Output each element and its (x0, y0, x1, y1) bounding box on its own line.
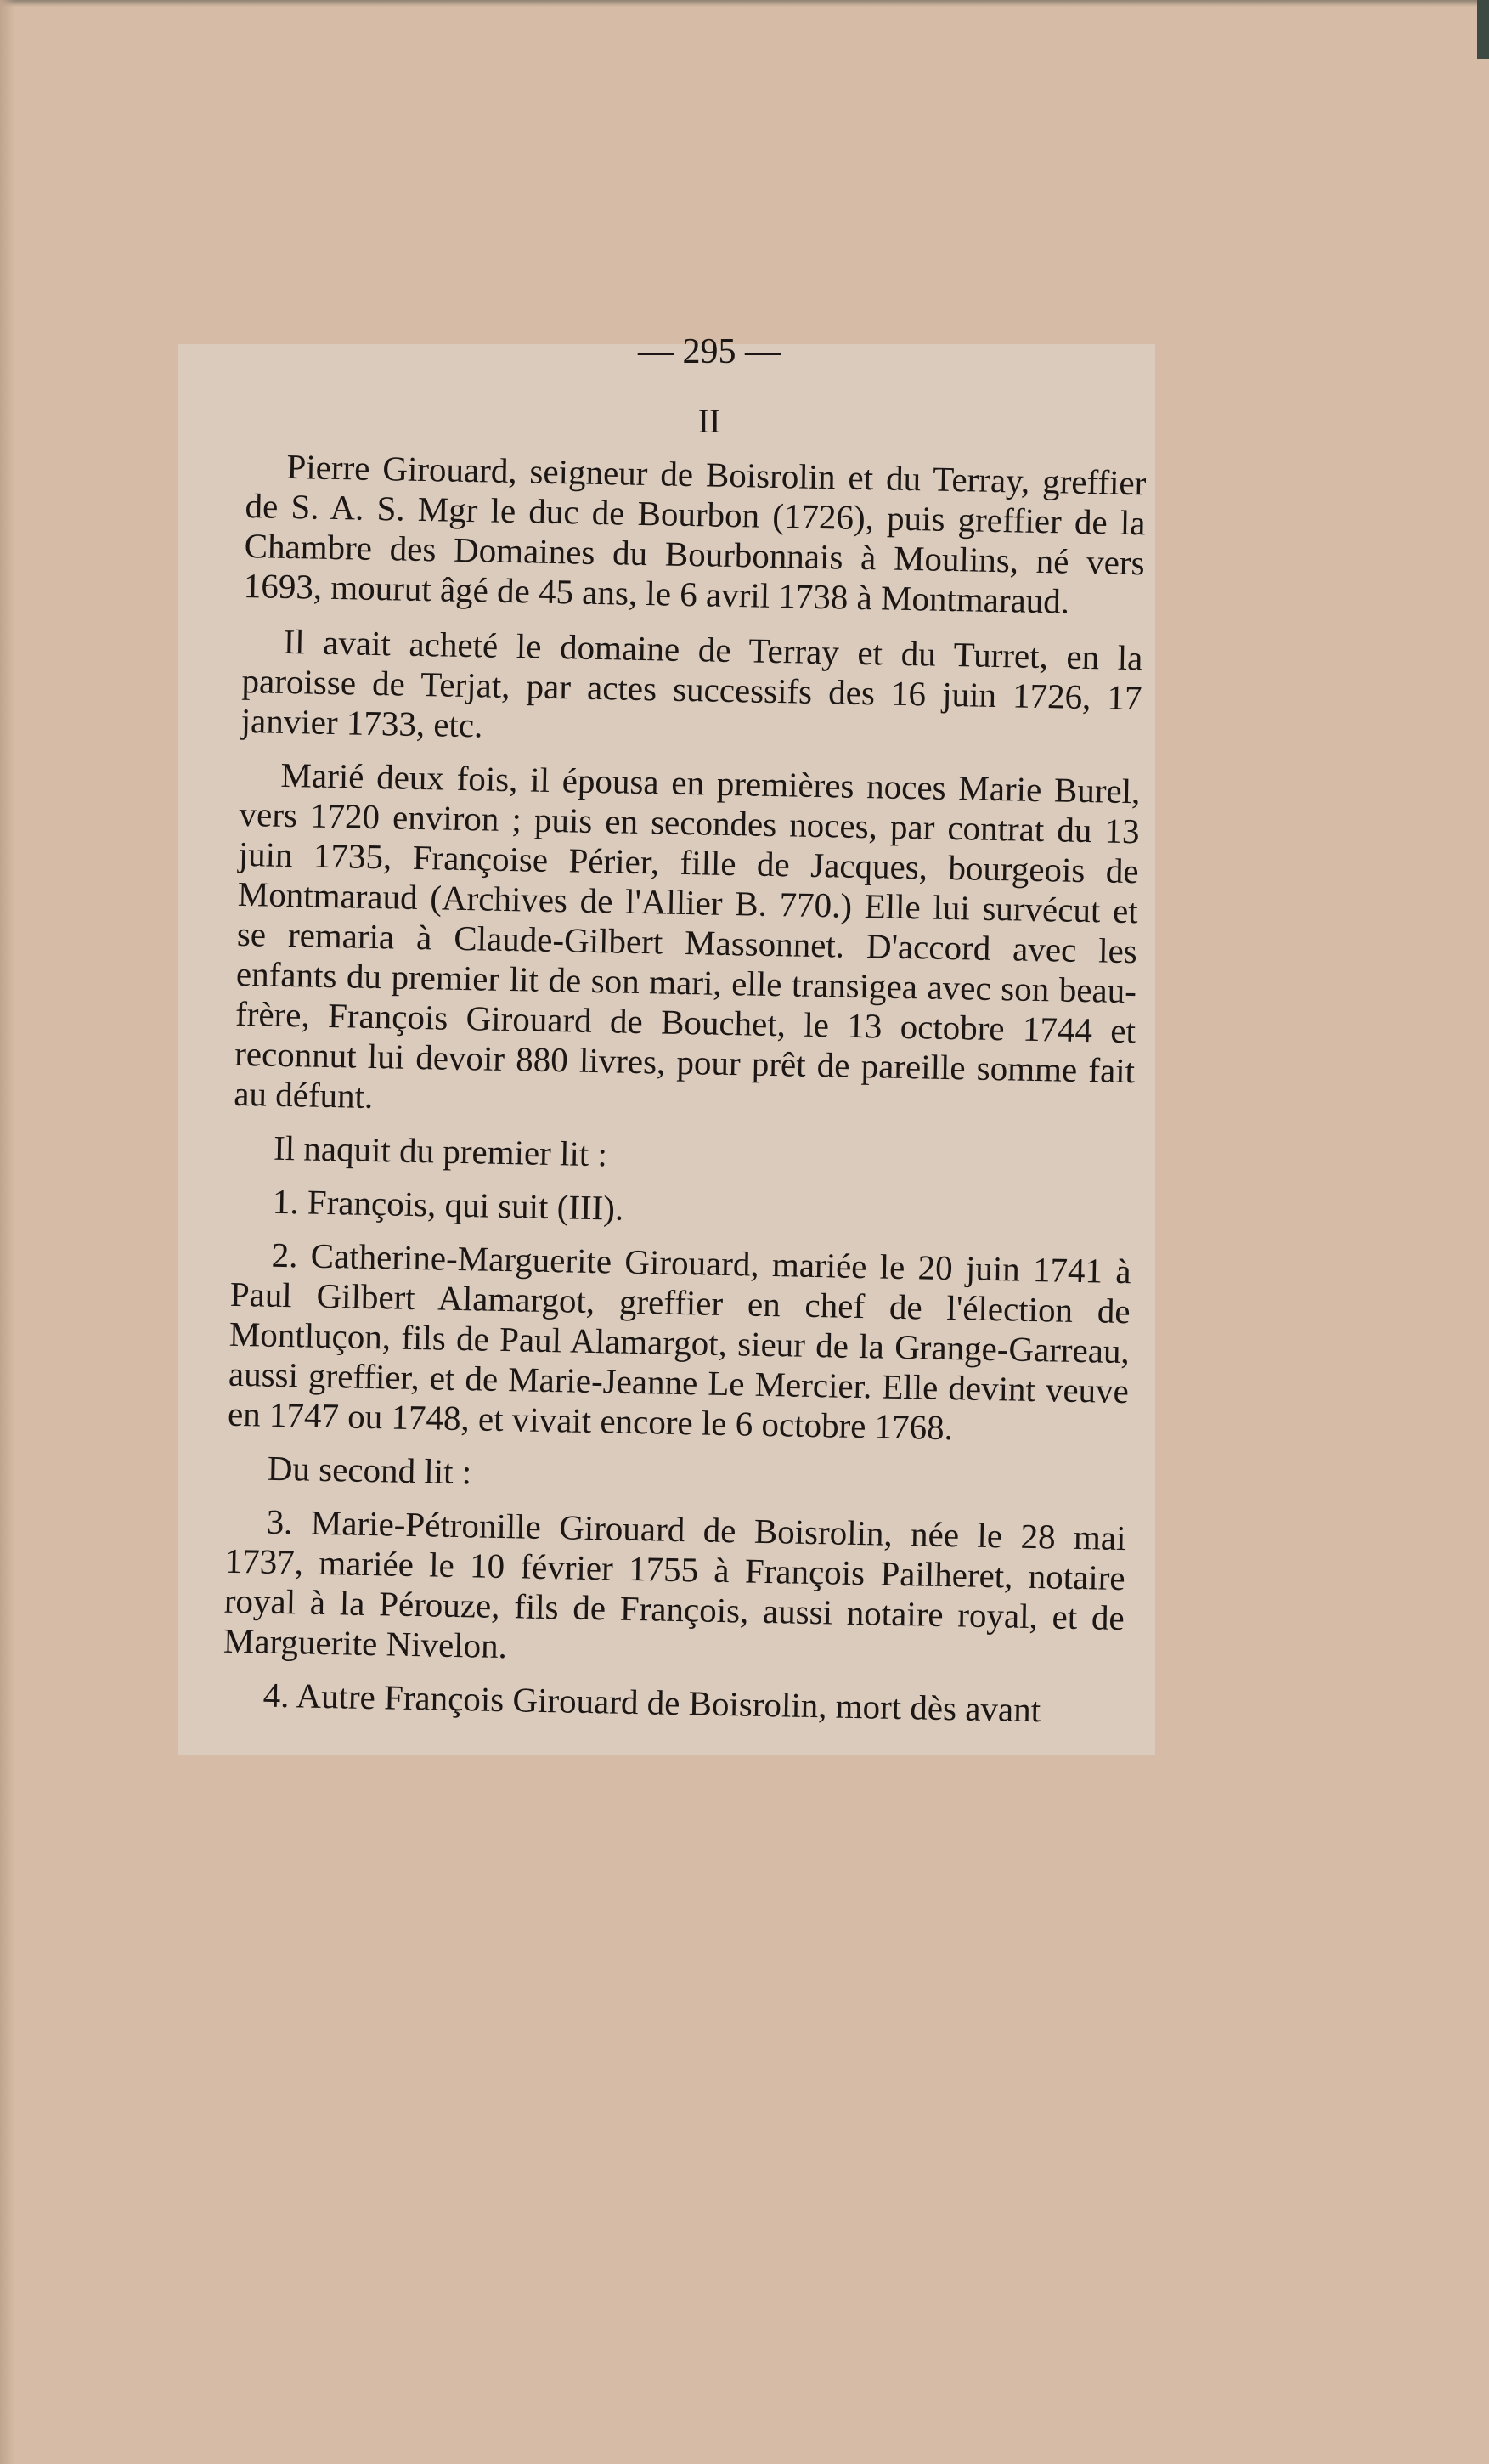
section-heading: II (697, 402, 721, 440)
paragraph-first-marriage-heading: Il naquit du premier lit : (273, 1127, 608, 1174)
paragraph-marriages: Marié deux fois, il épousa en premières noces Marie Burel, vers 1720 environ ; puis en secondes noces, par contrat du 13 juin 1735, Françoise Périer, fille de Jacques, bourgeois de Montmaraud (Archives de l'Allier B. 770.) Elle lui survécut et se remaria à Claude-Gilbert Massonnet. D'accord avec les enfants du premier lit de son mari, elle transigea avec son beau-frère, François Girouard de Bouchet, le 13 octobre 1744 et reconnut lui devoir 880 livres, pour prêt de pareille somme fait au défunt. (233, 754, 1141, 1116)
page-left-shadow (0, 0, 15, 2464)
page-number: — 295 — (638, 332, 781, 371)
list-item-francois: 1. François, qui suit (III). (272, 1181, 624, 1228)
body-text (222, 446, 1147, 1745)
list-item-catherine-marguerite: 2. Catherine-Marguerite Girouard, mariée le 20 juin 1741 à Paul Gilbert Alamargot, greffier en chef de l'élection de Montluçon, fils de Paul Alamargot, sieur de la Grange-Garreau, aussi greffier, et de Marie-Jeanne Le Mercier. Elle devint veuve en 1747 ou 1748, et vivait encore le 6 octobre 1768. (227, 1235, 1131, 1448)
list-item-marie-petronille: 3. Marie-Pétronille Girouard de Boisrolin, née le 28 mai 1737, mariée le 10 février 1755 à François Pailheret, notaire royal à la Pérouze, fils de François, aussi notaire royal, et de Marguerite Nivelon. (223, 1501, 1126, 1666)
paragraph-pierre-girouard: Pierre Girouard, seigneur de Boisrolin et du Terray, greffier de S. A. S. Mgr le duc de Bourbon (1726), puis greffier de la Chambre des Domaines du Bourbonnais à Moulins, né vers 1693, mourut âgé de 45 ans, le 6 avril 1738 à Montmaraud. (243, 446, 1147, 621)
list-item-autre-francois: 4. Autre François Girouard de Boisrolin, mort dès avant (262, 1675, 1041, 1730)
paragraph-second-marriage-heading: Du second lit : (267, 1448, 472, 1492)
page-top-edge (0, 0, 1489, 7)
paragraph-terray-purchase: Il avait acheté le domaine de Terray et du Turret, en la paroisse de Terjat, par actes successifs des 16 juin 1726, 17 janvier 1733, etc. (240, 621, 1143, 745)
binding-edge (1477, 0, 1489, 59)
